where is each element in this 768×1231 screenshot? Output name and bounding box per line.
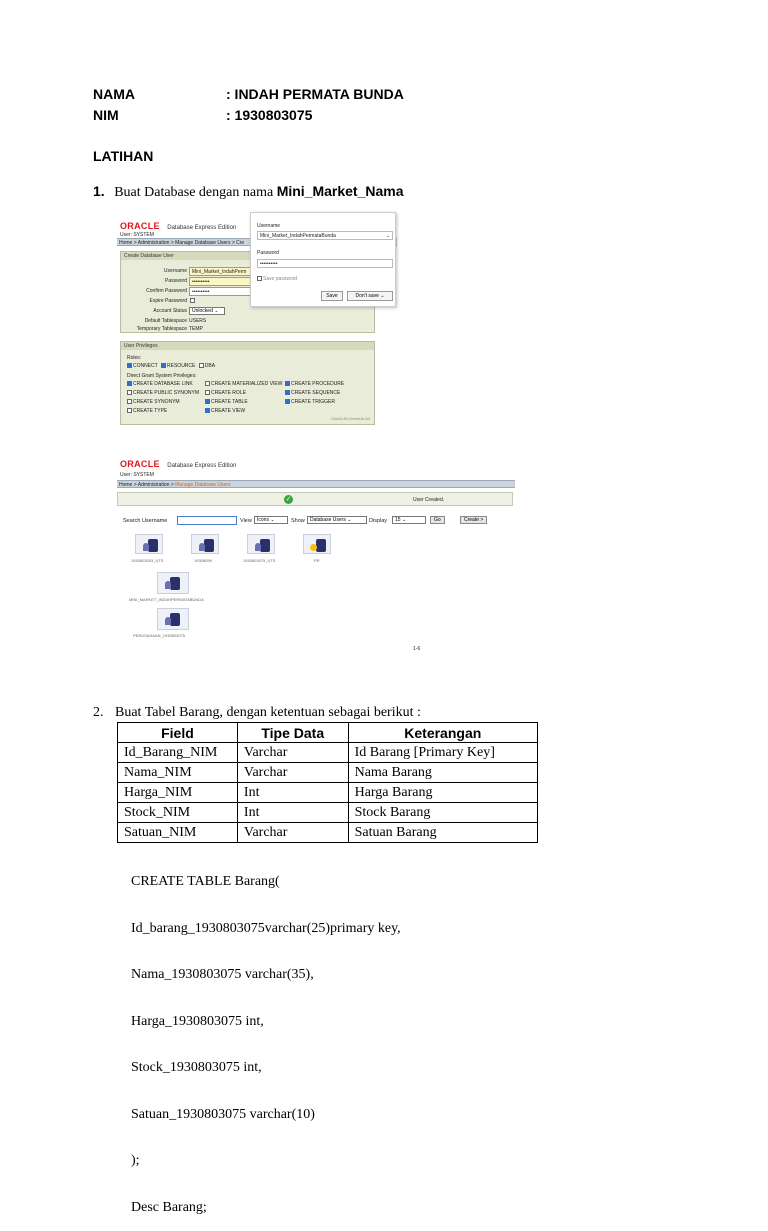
database-user-icon — [247, 534, 275, 554]
expire-password-checkbox[interactable] — [190, 298, 195, 303]
code-line: Satuan_1930803075 varchar(10) — [131, 1106, 315, 1122]
header-tipe-data: Tipe Data — [237, 723, 348, 743]
priv-row-1: CREATE DATABASE LINK — [127, 381, 193, 387]
popup-username-label: Username — [257, 223, 281, 229]
pagination: 1-6 — [413, 646, 421, 652]
code-line: Harga_1930803075 int, — [131, 1013, 264, 1029]
view-select[interactable]: Icons ⌄ — [254, 516, 288, 524]
field-label-default-ts: Default Tablespace — [144, 318, 187, 324]
popup-password-input[interactable]: •••••••••• — [257, 259, 393, 268]
create-button[interactable]: Create > — [460, 516, 487, 524]
table-header-row — [118, 723, 538, 743]
panel-title: Create Database User — [121, 252, 374, 260]
priv-row-4: CREATE TYPE — [127, 408, 167, 414]
user-item-label[interactable]: MINI_MARKET_INDAHPERMATABUNDA — [129, 597, 204, 602]
breadcrumb: Home > Administration > Manage Database Users > Cre — [117, 238, 397, 246]
go-button[interactable]: Go — [430, 516, 445, 524]
confirm-password-input[interactable]: •••••••••• — [189, 287, 269, 296]
nim-label: NIM — [93, 107, 119, 123]
code-line: Desc Barang; — [131, 1199, 207, 1215]
section-title: LATIHAN — [93, 148, 154, 164]
user-item[interactable] — [157, 608, 189, 630]
show-select[interactable]: Database Users ⌄ — [307, 516, 367, 524]
roles-label: Roles: — [127, 355, 142, 361]
code-line: CREATE TABLE Barang( — [131, 874, 280, 889]
edition-label: Database Express Edition — [167, 225, 237, 231]
user-item-label[interactable]: 1930803075_UTS — [243, 558, 276, 563]
barang-spec-table — [117, 722, 538, 843]
user-item[interactable] — [157, 572, 189, 594]
header-field: Field — [118, 723, 238, 743]
user-item-label[interactable]: 1930803053_UTS — [131, 558, 164, 563]
oracle-logo-2: ORACLE Database Express Edition — [120, 459, 237, 469]
user-item[interactable] — [191, 534, 219, 554]
code-line: Nama_1930803075 varchar(35), — [131, 967, 314, 982]
temp-tablespace-value: TEMP — [189, 326, 203, 332]
step2-text: Buat Tabel Barang, dengan ketentuan sebagai berikut : — [115, 705, 421, 720]
role-resource-checkbox[interactable] — [161, 363, 166, 368]
database-user-icon — [135, 534, 163, 554]
display-label: Display — [369, 518, 388, 524]
check-all-links[interactable]: Check All Uncheck All — [331, 416, 370, 421]
table-row: Nama_NIM Varchar Nama Barang — [118, 763, 538, 783]
popup-save-password[interactable]: Save password — [257, 276, 297, 282]
step2-number: 2. — [93, 705, 104, 720]
user-item-label[interactable]: PERUSAHAAN_1930803075 — [133, 633, 186, 638]
table-row: Harga_NIM Int Harga Barang — [118, 783, 538, 803]
field-label-password: Password — [165, 278, 187, 284]
user-item[interactable] — [247, 534, 275, 554]
search-label: Search Username — [123, 518, 168, 524]
user-label-2: User: SYSTEM — [120, 472, 154, 478]
field-label-expire: Expire Password — [149, 298, 187, 304]
popup-dont-save-button[interactable]: Don't save ⌄ — [347, 291, 393, 301]
table-row: Id_Barang_NIM Varchar Id Barang [Primary Key] — [118, 743, 538, 763]
database-user-icon — [157, 608, 189, 630]
roles-row: CONNECT RESOURCE DBA — [127, 363, 215, 369]
check-icon: ✓ — [285, 496, 292, 503]
nama-value: : INDAH PERMATA BUNDA — [226, 86, 404, 102]
header-keterangan: Keterangan — [348, 723, 537, 743]
sql-code-block — [131, 843, 401, 1231]
success-message-bar — [117, 492, 513, 506]
display-select[interactable]: 15 ⌄ — [392, 516, 426, 524]
field-label-username: Username — [163, 268, 187, 274]
role-dba-checkbox[interactable] — [199, 363, 204, 368]
step1-text: Buat Database dengan nama — [114, 185, 277, 200]
popup-password-label: Password — [257, 250, 279, 256]
priv-row-3: CREATE SYNONYM — [127, 399, 180, 405]
role-connect-checkbox[interactable] — [127, 363, 132, 368]
user-item-label[interactable]: 19308099 — [194, 558, 212, 563]
privileges-title: User Privileges — [121, 342, 374, 350]
save-password-popup — [250, 212, 396, 307]
priv-row-2: CREATE PUBLIC SYNONYM — [127, 390, 199, 396]
step1-number: 1. — [93, 183, 105, 199]
username-input[interactable]: Mini_Market_IndahPerm — [189, 267, 269, 276]
screenshot-create-user — [117, 210, 397, 428]
user-item[interactable] — [135, 534, 163, 554]
step1-line — [93, 183, 404, 201]
breadcrumb-2: Home > Administration > Manage Database Users — [117, 480, 515, 488]
user-item-label[interactable]: PR — [314, 558, 320, 563]
code-line: Stock_1930803075 int, — [131, 1060, 262, 1075]
success-message: User Created. — [413, 497, 445, 503]
nama-label: NAMA — [93, 86, 135, 102]
direct-grant-label: Direct Grant System Privileges: — [127, 373, 197, 379]
field-label-confirm: Confirm Password — [146, 288, 187, 294]
popup-username-input[interactable]: Mini_Market_IndahPermataBunda ⌄ — [257, 231, 393, 240]
locked-user-icon — [303, 534, 331, 554]
table-row: Stock_NIM Int Stock Barang — [118, 803, 538, 823]
edition-label-2: Database Express Edition — [167, 463, 237, 469]
account-status-select[interactable]: Unlocked ⌄ — [189, 307, 225, 315]
field-label-temp-ts: Temporary Tablespace — [136, 326, 187, 332]
step2-line — [93, 705, 421, 721]
show-label: Show — [291, 518, 305, 524]
table-row: Satuan_NIM Varchar Satuan Barang — [118, 823, 538, 843]
user-privileges-panel: User Privileges Roles: CONNECT RESOURCE DBA Direct Grant System Privileges: CREATE DATABASE LINK CREATE MATERIALIZED VIEW CREATE PROCEDURE CREATE PUBLIC SYNONYM CREATE ROLE CREATE SEQUENCE CREATE SYNONYM CREATE TABLE CREATE TRIGGER CREATE TYPE CREATE VIEW Check All Uncheck All — [120, 341, 375, 425]
oracle-logo: ORACLE Database Express Edition — [120, 221, 237, 231]
user-item[interactable] — [303, 534, 331, 554]
password-input[interactable]: •••••••••• — [189, 277, 269, 286]
database-user-icon — [157, 572, 189, 594]
database-user-icon — [191, 534, 219, 554]
code-line: Id_barang_1930803075varchar(25)primary key, — [131, 920, 401, 936]
step1-db-name: Mini_Market_Nama — [276, 183, 404, 199]
view-label: View — [240, 518, 252, 524]
screenshot-manage-users — [117, 448, 515, 658]
default-tablespace-value: USERS — [189, 318, 207, 324]
popup-save-button[interactable]: Save — [321, 291, 343, 301]
nim-value: : 1930803075 — [226, 107, 313, 123]
search-input[interactable] — [177, 516, 237, 525]
user-label: User: SYSTEM — [120, 232, 154, 238]
code-line: ); — [131, 1153, 140, 1168]
field-label-status: Account Status — [153, 308, 187, 314]
